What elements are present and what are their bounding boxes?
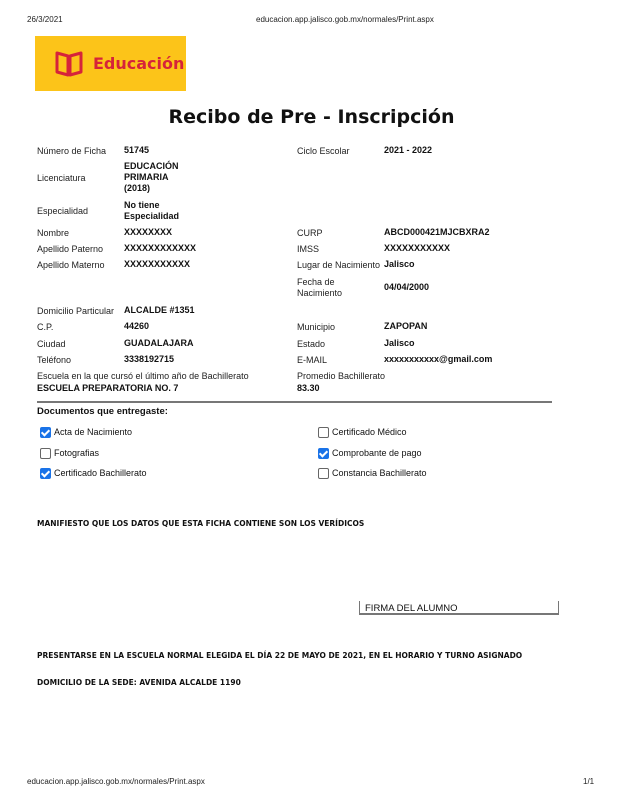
cp-label: C.P. xyxy=(37,322,54,332)
escuela-value: ESCUELA PREPARATORIA NO. 7 xyxy=(37,383,179,393)
document-checkbox[interactable] xyxy=(318,468,329,479)
nombre-label: Nombre xyxy=(37,228,70,238)
documents-heading: Documentos que entregaste: xyxy=(37,406,168,417)
ciudad-label: Ciudad xyxy=(37,339,66,349)
book-icon xyxy=(55,50,83,78)
education-logo xyxy=(35,36,186,91)
ciudad-value: GUADALAJARA xyxy=(124,338,194,348)
especialidad-value: No tiene Especialidad xyxy=(124,200,180,221)
lugar-nac-label: Lugar de Nacimiento xyxy=(297,260,381,270)
document-label: Acta de Nacimiento xyxy=(54,427,133,437)
manifiesto-text: MANIFIESTO QUE LOS DATOS QUE ESTA FICHA CONTIENE SON LOS VERÍDICOS xyxy=(37,519,365,528)
signature-label: FIRMA DEL ALUMNO xyxy=(365,603,458,614)
section-divider xyxy=(37,401,552,403)
promedio-value: 83.30 xyxy=(297,383,320,393)
apellido-materno-value: XXXXXXXXXXX xyxy=(124,259,191,269)
document-checkbox[interactable] xyxy=(40,427,51,438)
fecha-nac-label: Fecha de Nacimiento xyxy=(297,277,343,298)
curp-value: ABCD000421MJCBXRA2 xyxy=(384,227,490,237)
municipio-label: Municipio xyxy=(297,322,336,332)
presentarse-text: PRESENTARSE EN LA ESCUELA NORMAL ELEGIDA EL DÍA 22 DE MAYO DE 2021, EN EL HORARIO Y TURNO ASIGNADO xyxy=(37,651,523,660)
domicilio-value: ALCALDE #1351 xyxy=(124,305,195,315)
document-label: Certificado Bachillerato xyxy=(54,468,147,478)
document-label: Comprobante de pago xyxy=(332,448,422,458)
ciclo-value: 2021 - 2022 xyxy=(384,145,433,155)
document-label: Constancia Bachillerato xyxy=(332,468,427,478)
ficha-value: 51745 xyxy=(124,145,150,155)
licenciatura-value: EDUCACIÓN PRIMARIA (2018) xyxy=(124,161,179,193)
estado-label: Estado xyxy=(297,339,326,349)
document-label: Fotografias xyxy=(54,448,100,458)
fecha-nac-value: 04/04/2000 xyxy=(384,282,430,292)
signature-line-end xyxy=(558,601,559,615)
document-checkbox[interactable] xyxy=(318,427,329,438)
email-label: E-MAIL xyxy=(297,355,328,365)
lugar-nac-value: Jalisco xyxy=(384,259,415,269)
especialidad-label: Especialidad xyxy=(37,206,89,216)
cp-value: 44260 xyxy=(124,321,150,331)
municipio-value: ZAPOPAN xyxy=(384,321,428,331)
print-url: educacion.app.jalisco.gob.mx/normales/Print.aspx xyxy=(256,15,434,24)
licenciatura-label: Licenciatura xyxy=(37,173,86,183)
telefono-value: 3338192715 xyxy=(124,354,175,364)
page-title: Recibo de Pre - Inscripción xyxy=(168,106,455,128)
domicilio-sede-text: DOMICILIO DE LA SEDE: AVENIDA ALCALDE 1190 xyxy=(37,678,241,687)
print-footer-url: educacion.app.jalisco.gob.mx/normales/Print.aspx xyxy=(27,777,205,786)
email-value: xxxxxxxxxxx@gmail.com xyxy=(384,354,493,364)
print-page-number: 1/1 xyxy=(583,777,595,786)
curp-label: CURP xyxy=(297,228,323,238)
ficha-label: Número de Ficha xyxy=(37,146,107,156)
imss-label: IMSS xyxy=(297,244,320,254)
document-checkbox[interactable] xyxy=(318,448,329,459)
imss-value: XXXXXXXXXXX xyxy=(384,243,451,253)
print-date: 26/3/2021 xyxy=(27,15,63,24)
escuela-label: Escuela en la que cursó el último año de Bachillerato xyxy=(37,371,249,381)
telefono-label: Teléfono xyxy=(37,355,72,365)
ciclo-label: Ciclo Escolar xyxy=(297,146,350,156)
nombre-value: XXXXXXXX xyxy=(124,227,173,237)
estado-value: Jalisco xyxy=(384,338,415,348)
document-checkbox[interactable] xyxy=(40,468,51,479)
apellido-paterno-label: Apellido Paterno xyxy=(37,244,104,254)
document-checkbox[interactable] xyxy=(40,448,51,459)
promedio-label: Promedio Bachillerato xyxy=(297,371,386,381)
apellido-materno-label: Apellido Materno xyxy=(37,260,105,270)
apellido-paterno-value: XXXXXXXXXXXX xyxy=(124,243,197,253)
brand-name: Educación xyxy=(93,54,185,73)
domicilio-label: Domicilio Particular xyxy=(37,306,115,316)
document-label: Certificado Médico xyxy=(332,427,407,437)
